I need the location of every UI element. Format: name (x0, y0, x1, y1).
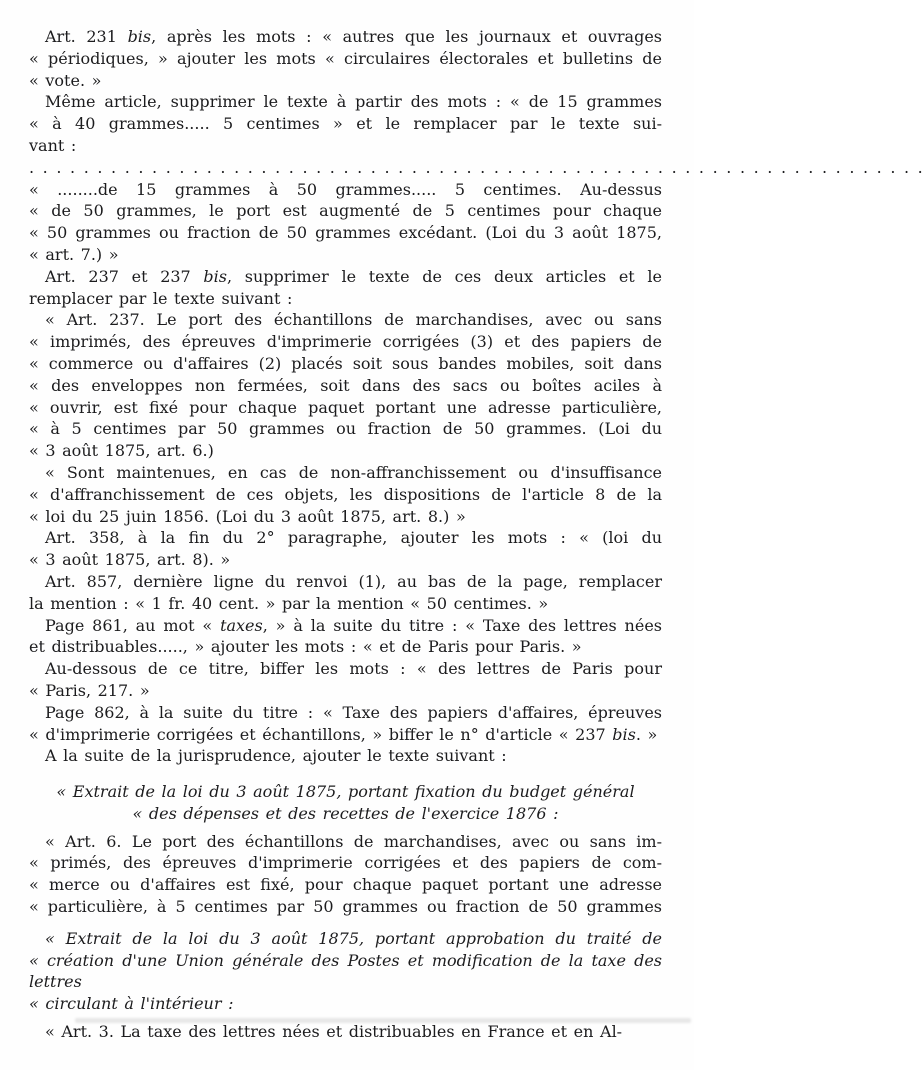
text-line: « loi du 25 juin 1856. (Loi du 3 août 1875, art. 8.) » (29, 506, 466, 526)
paragraph-page-862 (29, 702, 662, 746)
text-line: « Paris, 217. » (29, 680, 150, 700)
paragraph-extrait-union-postale (29, 928, 662, 1015)
page-showthrough-mark (75, 1018, 691, 1023)
text-line: « à 40 grammes..... 5 centimes » et le remplacer par le texte sui- (29, 114, 662, 134)
text-line: « circulant à l'intérieur : (29, 994, 234, 1014)
text-line: Art. 231 bis, après les mots : « autres que les journaux et ouvrages (45, 27, 662, 46)
text-line: « Sont maintenues, en cas de non-affranchissement ou d'insuffisance (45, 462, 662, 482)
text-line: « de 50 grammes, le port est augmenté de 5 centimes pour chaque (29, 201, 662, 221)
paragraph-art-237-instruction (29, 266, 662, 310)
paragraph-art-3 (29, 1021, 662, 1043)
paragraph-art-358 (29, 527, 662, 571)
paragraph-dots-line (29, 157, 924, 179)
text-line: « primés, des épreuves d'imprimerie corrigées et des papiers de com- (29, 853, 662, 873)
paragraph-meme-article (29, 91, 662, 156)
text-line: Art. 358, à la fin du 2° paragraphe, ajouter les mots : « (loi du (45, 528, 662, 548)
paragraph-sont-maintenues (29, 462, 662, 527)
text-line: « des enveloppes non fermées, soit dans des sacs ou boîtes aciles à (29, 375, 662, 395)
paragraph-au-dessous (29, 658, 662, 702)
text-line: « commerce ou d'affaires (2) placés soit sous bandes mobiles, soit dans (29, 353, 662, 373)
text-line: « d'affranchissement de ces objets, les dispositions de l'article 8 de la (29, 484, 662, 504)
text-line: « particulière, à 5 centimes par 50 grammes ou fraction de 50 grammes (29, 897, 662, 917)
text-line: remplacer par le texte suivant : (29, 288, 293, 308)
text-line: « ........de 15 grammes à 50 grammes..... 5 centimes. Au-dessus (29, 179, 662, 199)
paragraph-page-861 (29, 615, 662, 659)
paragraph-art-237-text (29, 309, 662, 462)
text-line: « 50 grammes ou fraction de 50 grammes excédant. (Loi du 3 août 1875, (29, 223, 662, 243)
text-line: « à 5 centimes par 50 grammes ou fraction de 50 grammes. (Loi du (29, 419, 662, 439)
text-line: « Extrait de la loi du 3 août 1875, portant fixation du budget général (56, 782, 635, 802)
text-line: « 3 août 1875, art. 8). » (29, 550, 231, 570)
text-line: « des dépenses et des recettes de l'exercice 1876 : (132, 803, 559, 823)
text-line: Art. 237 et 237 bis, supprimer le texte de ces deux articles et le (45, 266, 662, 286)
text-line: « création d'une Union générale des Postes et modification de la taxe des lettres (29, 950, 662, 992)
text-line: « Extrait de la loi du 3 août 1875, portant approbation du traité de (45, 928, 662, 948)
text-line: « périodiques, » ajouter les mots « circulaires électorales et bulletins de (29, 48, 662, 68)
text-line: « Art. 6. Le port des échantillons de marchandises, avec ou sans im- (45, 831, 662, 851)
text-line: Même article, supprimer le texte à partir des mots : « de 15 grammes (45, 92, 662, 112)
paragraph-jurisprudence (29, 745, 662, 767)
text-line: « merce ou d'affaires est fixé, pour chaque paquet portant une adresse (29, 875, 662, 895)
text-line: « Art. 3. La taxe des lettres nées et distribuables en France et en Al- (45, 1022, 623, 1042)
text-line: « Art. 237. Le port des échantillons de marchandises, avec ou sans (45, 310, 662, 330)
paragraph-art-231bis (29, 26, 662, 91)
text-line: et distribuables....., » ajouter les mots : « et de Paris pour Paris. » (29, 637, 582, 657)
text-line: « art. 7.) » (29, 244, 119, 264)
paragraph-art-857 (29, 571, 662, 615)
text-line: la mention : « 1 fr. 40 cent. » par la mention « 50 centimes. » (29, 593, 549, 613)
text-line: Art. 857, dernière ligne du renvoi (1), au bas de la page, remplacer (45, 571, 662, 591)
paragraph-extrait-budget (29, 781, 662, 825)
text-line: Page 861, au mot « taxes, » à la suite du titre : « Taxe des lettres nées (45, 615, 663, 635)
text-line: Au-dessous de ce titre, biffer les mots : « des lettres de Paris pour (45, 659, 662, 679)
text-line: Page 862, à la suite du titre : « Taxe des papiers d'affaires, épreuves (45, 702, 662, 722)
text-line: « vote. » (29, 70, 102, 90)
text-line: A la suite de la jurisprudence, ajouter le texte suivant : (45, 746, 507, 766)
paragraph-art-6 (29, 831, 662, 918)
text-line: « d'imprimerie corrigées et échantillons, » biffer le n° d'article « 237 bis. » (29, 724, 658, 744)
document-text-block (29, 26, 924, 1043)
text-line: « 3 août 1875, art. 6.) (29, 441, 214, 461)
text-line: « ouvrir, est fixé pour chaque paquet portant une adresse particulière, (29, 397, 662, 417)
paragraph-replacement-50g (29, 179, 662, 266)
text-line: vant : (29, 135, 77, 155)
text-line: « imprimés, des épreuves d'imprimerie corrigées (3) et des papiers de (29, 332, 662, 352)
text-line: . . . . . . . . . . . . . . . . . . . . . . . . . . . . . . . . . . . . . . . . . . . . . . . . . . . . . . . . . . . . . . . . . . (29, 157, 924, 177)
